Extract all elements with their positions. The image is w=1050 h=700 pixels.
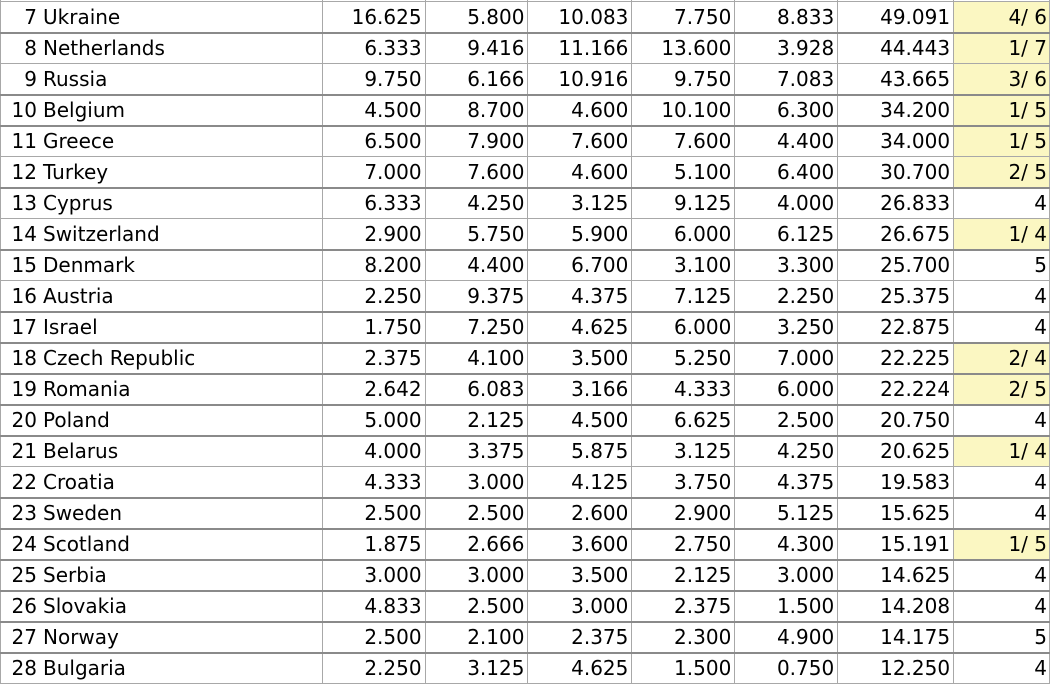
- table-row[interactable]: [1, 95, 1050, 126]
- season-points-cell: 6.000: [632, 219, 735, 250]
- total-points-cell: 22.224: [838, 374, 954, 405]
- season-points-cell: 4.600: [528, 157, 632, 188]
- season-points-cell: 6.400: [735, 157, 838, 188]
- season-points-cell: 3.500: [528, 343, 632, 374]
- country-cell: [1, 529, 323, 560]
- country-name: Czech Republic: [43, 346, 196, 370]
- country-name: Switzerland: [43, 221, 160, 246]
- total-points-cell: 43.665: [838, 64, 954, 95]
- teams-remaining-cell: 4: [954, 312, 1050, 343]
- season-points-cell: 3.000: [735, 560, 838, 591]
- season-points-cell: 2.500: [322, 498, 425, 529]
- total-points-cell: 44.443: [838, 33, 954, 64]
- season-points-cell: 2.500: [425, 498, 528, 529]
- season-points-cell: 1.500: [735, 591, 838, 622]
- season-points-cell: 7.900: [425, 126, 528, 157]
- season-points-cell: 6.700: [528, 250, 632, 281]
- rank-number: 17: [11, 315, 37, 339]
- season-points-cell: 3.100: [632, 250, 735, 281]
- table-body: [1, 0, 1050, 684]
- season-points-cell: 7.083: [735, 64, 838, 95]
- total-points-cell: 25.700: [838, 250, 954, 281]
- rank-number: 11: [11, 129, 37, 154]
- season-points-cell: 4.100: [425, 343, 528, 374]
- season-points-cell: 5.900: [528, 219, 632, 250]
- season-points-cell: 2.375: [528, 622, 632, 653]
- season-points-cell: 1.500: [632, 653, 735, 684]
- season-points-cell: 6.000: [735, 374, 838, 405]
- rank-number: 19: [11, 377, 37, 401]
- season-points-cell: 0.750: [735, 653, 838, 684]
- rank-number: 12: [11, 159, 37, 184]
- country-name: Slovakia: [43, 594, 127, 618]
- season-points-cell: 2.250: [735, 281, 838, 312]
- rank-number: 23: [11, 501, 37, 525]
- table-row[interactable]: [1, 591, 1050, 622]
- country-cell: [1, 157, 323, 188]
- total-points-cell: 26.833: [838, 188, 954, 219]
- table-row[interactable]: [1, 343, 1050, 374]
- season-points-cell: 10.100: [632, 95, 735, 126]
- table-row[interactable]: [1, 157, 1050, 188]
- total-points-cell: 22.875: [838, 312, 954, 343]
- season-points-cell: 2.300: [632, 622, 735, 653]
- country-cell: [1, 64, 323, 95]
- season-points-cell: 6.300: [735, 95, 838, 126]
- season-points-cell: 7.600: [632, 126, 735, 157]
- season-points-cell: 7.250: [425, 312, 528, 343]
- total-points-cell: 19.583: [838, 467, 954, 498]
- teams-remaining-cell: 4/ 6: [954, 2, 1050, 33]
- season-points-cell: 2.642: [322, 374, 425, 405]
- teams-remaining-cell: 4: [954, 467, 1050, 498]
- season-points-cell: 2.250: [322, 281, 425, 312]
- teams-remaining-cell: 4: [954, 653, 1050, 684]
- season-points-cell: 3.750: [632, 467, 735, 498]
- country-name: Ukraine: [43, 4, 121, 29]
- country-cell: [1, 250, 323, 281]
- season-points-cell: 4.375: [528, 281, 632, 312]
- season-points-cell: 3.000: [425, 467, 528, 498]
- total-points-cell: 49.091: [838, 2, 954, 33]
- table-row[interactable]: [1, 560, 1050, 591]
- table-row[interactable]: [1, 281, 1050, 312]
- rank-number: 8: [24, 36, 37, 61]
- total-points-cell: 30.700: [838, 157, 954, 188]
- season-points-cell: 9.416: [425, 33, 528, 64]
- teams-remaining-cell: 4: [954, 405, 1050, 436]
- season-points-cell: 3.600: [528, 529, 632, 560]
- season-points-cell: 4.625: [528, 312, 632, 343]
- table-row[interactable]: [1, 250, 1050, 281]
- season-points-cell: 4.400: [425, 250, 528, 281]
- table-row[interactable]: [1, 467, 1050, 498]
- season-points-cell: 10.083: [528, 2, 632, 33]
- country-name: Romania: [43, 377, 131, 401]
- season-points-cell: 1.750: [322, 312, 425, 343]
- country-name: Bulgaria: [43, 656, 126, 681]
- table-row[interactable]: [1, 126, 1050, 157]
- table-row[interactable]: [1, 33, 1050, 64]
- season-points-cell: 4.625: [528, 653, 632, 684]
- country-cell: [1, 188, 323, 219]
- total-points-cell: 12.250: [838, 653, 954, 684]
- season-points-cell: 13.600: [632, 33, 735, 64]
- season-points-cell: 2.125: [632, 560, 735, 591]
- total-points-cell: 20.750: [838, 405, 954, 436]
- rank-number: 9: [24, 66, 37, 91]
- table-row[interactable]: [1, 2, 1050, 33]
- country-cell: [1, 343, 323, 374]
- season-points-cell: 4.900: [735, 622, 838, 653]
- season-points-cell: 3.250: [735, 312, 838, 343]
- season-points-cell: 2.375: [322, 343, 425, 374]
- season-points-cell: 3.500: [528, 560, 632, 591]
- season-points-cell: 9.750: [632, 64, 735, 95]
- season-points-cell: 2.125: [425, 405, 528, 436]
- season-points-cell: 7.600: [425, 157, 528, 188]
- season-points-cell: 5.250: [632, 343, 735, 374]
- teams-remaining-cell: 1/ 5: [954, 529, 1050, 560]
- rank-number: 14: [11, 221, 37, 246]
- table-row[interactable]: [1, 436, 1050, 467]
- season-points-cell: 5.875: [528, 436, 632, 467]
- rank-number: 16: [11, 283, 37, 308]
- season-points-cell: 10.916: [528, 64, 632, 95]
- rank-number: 26: [11, 594, 37, 618]
- table-row[interactable]: [1, 405, 1050, 436]
- season-points-cell: 2.900: [632, 498, 735, 529]
- country-cell: [1, 467, 323, 498]
- season-points-cell: 11.166: [528, 33, 632, 64]
- country-cell: [1, 560, 323, 591]
- country-cell: [1, 374, 323, 405]
- season-points-cell: 3.000: [322, 560, 425, 591]
- total-points-cell: 14.625: [838, 560, 954, 591]
- season-points-cell: 6.083: [425, 374, 528, 405]
- season-points-cell: 9.375: [425, 281, 528, 312]
- season-points-cell: 2.600: [528, 498, 632, 529]
- teams-remaining-cell: 2/ 5: [954, 157, 1050, 188]
- season-points-cell: 3.125: [632, 436, 735, 467]
- season-points-cell: 2.100: [425, 622, 528, 653]
- teams-remaining-cell: 4: [954, 591, 1050, 622]
- teams-remaining-cell: 1/ 5: [954, 126, 1050, 157]
- rank-number: 24: [11, 532, 37, 556]
- country-name: Netherlands: [43, 36, 165, 61]
- total-points-cell: 15.191: [838, 529, 954, 560]
- season-points-cell: 5.750: [425, 219, 528, 250]
- table-row[interactable]: [1, 312, 1050, 343]
- table-row[interactable]: [1, 219, 1050, 250]
- teams-remaining-cell: 2/ 4: [954, 343, 1050, 374]
- country-cell: [1, 653, 323, 684]
- teams-remaining-cell: 4: [954, 498, 1050, 529]
- rank-number: 10: [11, 98, 37, 122]
- rank-number: 20: [11, 408, 37, 432]
- season-points-cell: 3.000: [425, 560, 528, 591]
- table-row[interactable]: [1, 498, 1050, 529]
- rank-number: 7: [24, 4, 37, 29]
- season-points-cell: 3.375: [425, 436, 528, 467]
- season-points-cell: 7.600: [528, 126, 632, 157]
- season-points-cell: 4.250: [425, 188, 528, 219]
- teams-remaining-cell: 4: [954, 560, 1050, 591]
- season-points-cell: 8.200: [322, 250, 425, 281]
- country-name: Cyprus: [43, 191, 113, 216]
- season-points-cell: 2.750: [632, 529, 735, 560]
- season-points-cell: 2.900: [322, 219, 425, 250]
- season-points-cell: 2.500: [322, 622, 425, 653]
- season-points-cell: 3.928: [735, 33, 838, 64]
- country-cell: [1, 436, 323, 467]
- season-points-cell: 2.500: [735, 405, 838, 436]
- country-cell: [1, 126, 323, 157]
- season-points-cell: 16.625: [322, 2, 425, 33]
- season-points-cell: 2.500: [425, 591, 528, 622]
- teams-remaining-cell: 1/ 4: [954, 436, 1050, 467]
- table-row[interactable]: [1, 529, 1050, 560]
- season-points-cell: 6.333: [322, 33, 425, 64]
- season-points-cell: 4.333: [322, 467, 425, 498]
- country-cell: [1, 95, 323, 126]
- country-cell: [1, 33, 323, 64]
- country-cell: [1, 281, 323, 312]
- season-points-cell: 3.125: [425, 653, 528, 684]
- season-points-cell: 3.300: [735, 250, 838, 281]
- season-points-cell: 4.300: [735, 529, 838, 560]
- season-points-cell: 3.166: [528, 374, 632, 405]
- teams-remaining-cell: 5: [954, 622, 1050, 653]
- country-cell: [1, 405, 323, 436]
- season-points-cell: 5.100: [632, 157, 735, 188]
- teams-remaining-cell: 1/ 4: [954, 219, 1050, 250]
- country-cell: [1, 219, 323, 250]
- season-points-cell: 7.750: [632, 2, 735, 33]
- season-points-cell: 8.700: [425, 95, 528, 126]
- season-points-cell: 6.500: [322, 126, 425, 157]
- total-points-cell: 14.208: [838, 591, 954, 622]
- country-name: Belarus: [43, 439, 119, 464]
- total-points-cell: 20.625: [838, 436, 954, 467]
- season-points-cell: 5.800: [425, 2, 528, 33]
- rank-number: 28: [11, 656, 37, 681]
- country-name: Scotland: [43, 532, 130, 556]
- teams-remaining-cell: 4: [954, 188, 1050, 219]
- teams-remaining-cell: 1/ 5: [954, 95, 1050, 126]
- rank-number: 27: [11, 625, 37, 649]
- season-points-cell: 4.000: [322, 436, 425, 467]
- season-points-cell: 5.125: [735, 498, 838, 529]
- teams-remaining-cell: 3/ 6: [954, 64, 1050, 95]
- teams-remaining-cell: 4: [954, 281, 1050, 312]
- table-row[interactable]: [1, 374, 1050, 405]
- season-points-cell: 7.000: [322, 157, 425, 188]
- season-points-cell: 4.000: [735, 188, 838, 219]
- season-points-cell: 6.000: [632, 312, 735, 343]
- season-points-cell: 2.375: [632, 591, 735, 622]
- country-cell: [1, 591, 323, 622]
- country-name: Denmark: [43, 253, 135, 278]
- country-name: Turkey: [43, 159, 109, 184]
- total-points-cell: 34.200: [838, 95, 954, 126]
- country-name: Russia: [43, 66, 108, 91]
- country-name: Sweden: [43, 501, 123, 525]
- season-points-cell: 4.375: [735, 467, 838, 498]
- teams-remaining-cell: 5: [954, 250, 1050, 281]
- country-name: Norway: [43, 625, 119, 649]
- season-points-cell: 6.125: [735, 219, 838, 250]
- country-name: Poland: [43, 408, 110, 432]
- teams-remaining-cell: 1/ 7: [954, 33, 1050, 64]
- table-row[interactable]: [1, 64, 1050, 95]
- season-points-cell: 2.250: [322, 653, 425, 684]
- season-points-cell: 4.400: [735, 126, 838, 157]
- season-points-cell: 9.125: [632, 188, 735, 219]
- country-cell: [1, 498, 323, 529]
- total-points-cell: 34.000: [838, 126, 954, 157]
- table-row[interactable]: [1, 188, 1050, 219]
- season-points-cell: 5.000: [322, 405, 425, 436]
- season-points-cell: 1.875: [322, 529, 425, 560]
- season-points-cell: 4.500: [322, 95, 425, 126]
- total-points-cell: 14.175: [838, 622, 954, 653]
- country-name: Greece: [43, 129, 115, 154]
- rank-number: 15: [11, 253, 37, 278]
- country-name: Croatia: [43, 469, 115, 494]
- country-cell: [1, 2, 323, 33]
- country-cell: [1, 622, 323, 653]
- season-points-cell: 3.000: [528, 591, 632, 622]
- teams-remaining-cell: 2/ 5: [954, 374, 1050, 405]
- country-name: Israel: [43, 315, 98, 339]
- total-points-cell: 22.225: [838, 343, 954, 374]
- rank-number: 13: [11, 191, 37, 216]
- rank-number: 21: [11, 439, 37, 464]
- table-row[interactable]: [1, 622, 1050, 653]
- season-points-cell: 4.333: [632, 374, 735, 405]
- total-points-cell: 26.675: [838, 219, 954, 250]
- season-points-cell: 2.666: [425, 529, 528, 560]
- total-points-cell: 15.625: [838, 498, 954, 529]
- season-points-cell: 6.166: [425, 64, 528, 95]
- season-points-cell: 7.125: [632, 281, 735, 312]
- country-name: Serbia: [43, 563, 107, 587]
- rank-number: 22: [11, 469, 37, 494]
- table-row[interactable]: [1, 653, 1050, 684]
- rank-number: 18: [11, 346, 37, 370]
- season-points-cell: 7.000: [735, 343, 838, 374]
- country-name: Belgium: [43, 98, 125, 122]
- season-points-cell: 8.833: [735, 2, 838, 33]
- country-name: Austria: [43, 283, 114, 308]
- season-points-cell: 9.750: [322, 64, 425, 95]
- rank-number: 25: [11, 563, 37, 587]
- total-points-cell: 25.375: [838, 281, 954, 312]
- season-points-cell: 6.625: [632, 405, 735, 436]
- country-cell: [1, 312, 323, 343]
- season-points-cell: 4.500: [528, 405, 632, 436]
- season-points-cell: 4.600: [528, 95, 632, 126]
- season-points-cell: 4.833: [322, 591, 425, 622]
- season-points-cell: 4.250: [735, 436, 838, 467]
- season-points-cell: 4.125: [528, 467, 632, 498]
- season-points-cell: 3.125: [528, 188, 632, 219]
- season-points-cell: 6.333: [322, 188, 425, 219]
